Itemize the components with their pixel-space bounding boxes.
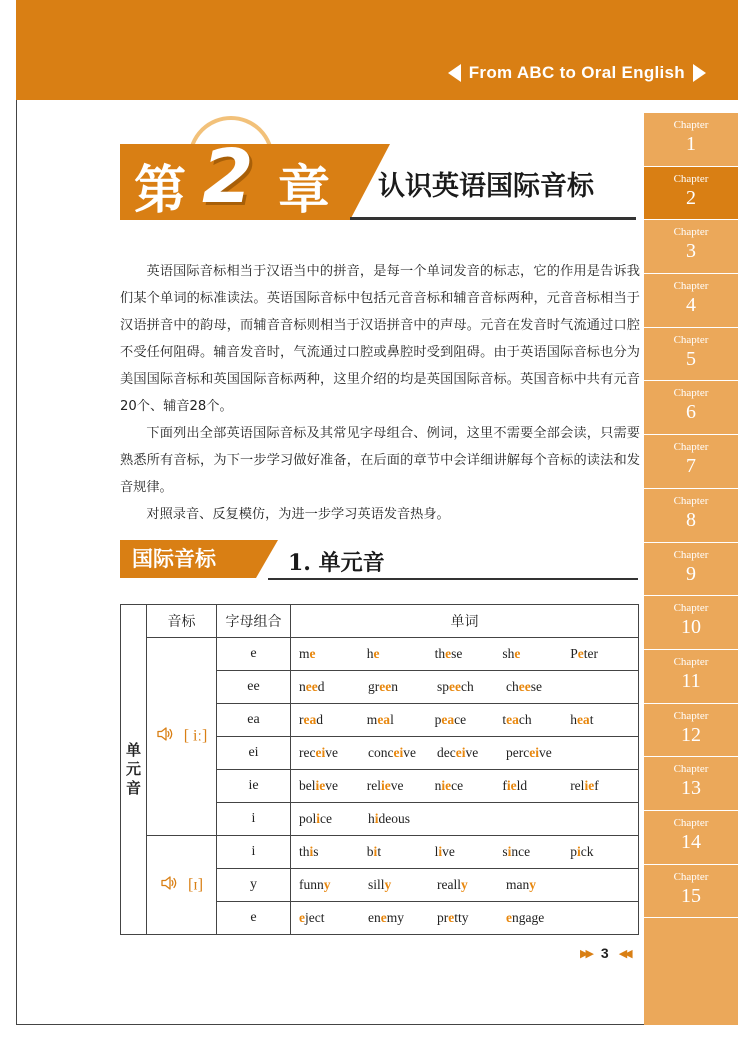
letter-combination: ee xyxy=(217,671,291,704)
chapter-tab-2[interactable] xyxy=(644,167,738,221)
example-word xyxy=(570,778,638,794)
chapter-tab-number: 4 xyxy=(686,294,696,317)
word-part: p xyxy=(434,712,442,727)
chapter-tab-label: Chapter xyxy=(673,709,709,722)
table-row xyxy=(121,638,639,671)
header-letters: 字母组合 xyxy=(217,605,291,638)
word-highlight: ie xyxy=(381,778,391,793)
category-char: 音 xyxy=(125,779,141,797)
section-heading xyxy=(120,540,638,582)
chapter-tab-number: 12 xyxy=(681,723,701,746)
chapter-title-underline xyxy=(350,217,636,220)
example-word xyxy=(368,910,437,926)
example-word xyxy=(368,679,437,695)
word-part: ch xyxy=(461,679,474,694)
chapter-tab-number: 3 xyxy=(686,240,696,263)
example-words-cell xyxy=(291,671,639,704)
word-part: ve xyxy=(325,745,338,760)
example-word xyxy=(502,778,570,794)
word-highlight: ie xyxy=(315,778,326,793)
chapter-tab-number: 8 xyxy=(686,508,696,531)
header-symbol: 音标 xyxy=(147,605,217,638)
word-part: r xyxy=(299,712,304,727)
letter-combination: y xyxy=(217,869,291,902)
word-highlight: i xyxy=(316,811,321,826)
word-part: h xyxy=(368,811,375,826)
example-word xyxy=(299,811,368,827)
word-part: sh xyxy=(502,646,515,661)
word-part: bel xyxy=(299,778,316,793)
speaker-icon[interactable] xyxy=(160,874,178,897)
example-word xyxy=(299,745,368,761)
word-highlight: e xyxy=(445,646,452,661)
example-word xyxy=(367,646,435,662)
word-part: s xyxy=(502,844,508,859)
word-highlight: i xyxy=(576,844,581,859)
example-word xyxy=(502,844,570,860)
letter-combination: i xyxy=(217,836,291,869)
example-words-cell xyxy=(291,704,639,737)
word-part: ce xyxy=(320,811,333,826)
category-char: 元 xyxy=(125,760,141,778)
table-row xyxy=(121,836,639,869)
word-part: l xyxy=(434,844,439,859)
page-number-bar xyxy=(580,945,630,961)
chapter-suffix: 章 xyxy=(278,161,331,221)
example-word xyxy=(435,778,503,794)
page-frame-left xyxy=(16,100,17,1025)
word-highlight: ea xyxy=(441,712,455,727)
phonetic-symbol: [ɪ] xyxy=(187,876,204,893)
word-part: th xyxy=(434,646,446,661)
chapter-tab-label: Chapter xyxy=(673,172,709,185)
word-part: ch xyxy=(506,679,519,694)
word-part: P xyxy=(570,646,578,661)
word-highlight: ee xyxy=(305,679,318,694)
word-part: ch xyxy=(518,712,532,727)
word-part: h xyxy=(366,646,374,661)
chapter-tab-1[interactable] xyxy=(644,113,738,167)
page-number: 3 xyxy=(600,945,609,961)
word-part: ve xyxy=(325,778,338,793)
section-title: 1. 单元音 xyxy=(288,550,385,576)
word-highlight: y xyxy=(384,877,392,892)
section-underline xyxy=(268,578,638,580)
word-part: rel xyxy=(570,778,585,793)
chapter-tab-12[interactable] xyxy=(644,704,738,758)
chapter-tab-number: 2 xyxy=(686,186,696,209)
table-header-row xyxy=(121,605,639,638)
word-part: ve xyxy=(403,745,416,760)
speaker-icon[interactable] xyxy=(156,725,174,748)
example-word xyxy=(367,712,435,728)
word-part: perc xyxy=(506,745,530,760)
word-part: sill xyxy=(368,877,385,892)
chapter-tab-label: Chapter xyxy=(673,816,709,829)
example-word xyxy=(299,877,368,893)
word-part: b xyxy=(366,844,374,859)
chapter-tab-number: 7 xyxy=(686,455,696,478)
section-tag-slant xyxy=(256,540,278,578)
word-part: n xyxy=(299,679,306,694)
word-highlight: ie xyxy=(441,778,452,793)
word-highlight: i xyxy=(507,844,512,859)
word-part: n xyxy=(391,679,398,694)
chapter-prefix: 第 xyxy=(134,161,187,221)
chapter-title: 认识英语国际音标 xyxy=(378,171,594,202)
word-highlight: y xyxy=(323,877,331,892)
word-part: n xyxy=(434,778,442,793)
word-part: pol xyxy=(299,811,317,826)
page-frame-bottom xyxy=(16,1024,644,1025)
chapter-tab-13[interactable] xyxy=(644,757,738,811)
example-words-cell xyxy=(291,770,639,803)
chapter-tab-label: Chapter xyxy=(673,655,709,668)
word-highlight: ee xyxy=(379,679,392,694)
category-char: 单 xyxy=(125,741,141,759)
chapter-tab-label: Chapter xyxy=(673,494,709,507)
chapter-tabs xyxy=(644,113,738,1025)
top-banner xyxy=(16,0,738,100)
example-word xyxy=(506,745,575,761)
chapter-tab-5[interactable] xyxy=(644,328,738,382)
letter-combination: ea xyxy=(217,704,291,737)
chapter-tab-6[interactable] xyxy=(644,381,738,435)
word-part: reall xyxy=(437,877,461,892)
double-arrow-left-icon: ◀◀ xyxy=(618,946,630,960)
word-part: d xyxy=(317,679,325,694)
word-part: dec xyxy=(437,745,456,760)
chapter-tab-label: Chapter xyxy=(673,226,709,239)
example-word xyxy=(368,811,437,827)
chapter-tab-14[interactable] xyxy=(644,811,738,865)
chapter-tab-label: Chapter xyxy=(673,280,709,293)
chapter-tab-15[interactable] xyxy=(644,865,738,919)
intro-paragraph: 英语国际音标相当于汉语当中的拼音，是每一个单词发音的标志，它的作用是告诉我们某个单词的标准读法。英语国际音标中包括元音音标和辅音音标两种，元音音标相当于汉语拼音中的韵母，而辅音音标则相当于汉语拼音中的声母。元音在发音时气流通过口腔不受任何阻碍。辅音发音时，气流通过口腔或鼻腔时受到阻碍。由于英语国际音标也分为美国国际音标和英国国际音标两种，这里介绍的均是英国国际音标。英国音标中共有元音20个、辅音28个。 xyxy=(120,264,640,414)
word-highlight: ie xyxy=(506,778,517,793)
word-highlight: ea xyxy=(576,712,590,727)
word-part: t xyxy=(589,712,594,727)
word-highlight: i xyxy=(438,844,443,859)
example-word xyxy=(437,877,506,893)
example-word xyxy=(502,712,570,728)
word-part: nce xyxy=(511,844,531,859)
word-part: ject xyxy=(305,910,325,925)
letter-combination: e xyxy=(217,902,291,935)
word-part: p xyxy=(570,844,577,859)
word-highlight: ee xyxy=(518,679,531,694)
word-part: se xyxy=(530,679,542,694)
word-highlight: ee xyxy=(449,679,461,694)
chapter-tab-number: 6 xyxy=(686,401,696,424)
phonetic-symbol-cell xyxy=(147,638,217,836)
word-part: man xyxy=(506,877,530,892)
word-highlight: i xyxy=(373,844,378,859)
chapter-tab-10[interactable] xyxy=(644,596,738,650)
chapter-tab-number: 13 xyxy=(681,777,701,800)
example-word xyxy=(502,646,570,662)
word-highlight: e xyxy=(380,910,387,925)
word-highlight: ea xyxy=(506,712,519,727)
word-highlight: e xyxy=(299,910,305,925)
word-part: ngage xyxy=(512,910,545,925)
example-word xyxy=(299,910,368,926)
word-part: tty xyxy=(454,910,469,925)
chapter-tab-number: 10 xyxy=(681,616,701,639)
letter-combination: ie xyxy=(217,770,291,803)
section-tag: 国际音标 xyxy=(120,540,256,578)
double-arrow-right-icon: ▶▶ xyxy=(580,946,591,960)
example-word xyxy=(435,646,503,662)
letter-combination: i xyxy=(217,803,291,836)
word-part: l xyxy=(390,712,394,727)
chapter-tab-number: 1 xyxy=(686,133,696,155)
word-highlight: e xyxy=(373,646,380,661)
word-highlight: ei xyxy=(455,745,466,760)
triangle-right-icon xyxy=(693,64,706,82)
example-word xyxy=(368,745,437,761)
phonetic-symbol: [ iː] xyxy=(183,727,208,745)
example-words-cell xyxy=(291,902,639,935)
example-words-cell xyxy=(291,803,639,836)
example-words-cell xyxy=(291,869,639,902)
chapter-badge xyxy=(120,134,350,221)
word-part: en xyxy=(368,910,381,925)
word-part: gr xyxy=(368,679,380,694)
word-part: th xyxy=(299,844,310,859)
word-highlight: ie xyxy=(584,778,595,793)
chapter-tab-number: 5 xyxy=(686,347,696,370)
word-highlight: i xyxy=(374,811,379,826)
chapter-tab-label: Chapter xyxy=(673,870,709,883)
chapter-tab-number: 14 xyxy=(681,830,701,853)
word-part: deous xyxy=(378,811,411,826)
word-highlight: y xyxy=(460,877,468,892)
intro-paragraph: 对照录音、反复模仿，为进一步学习英语发音热身。 xyxy=(146,507,450,522)
word-highlight: ea xyxy=(377,712,391,727)
header-words: 单词 xyxy=(291,605,639,638)
example-word xyxy=(437,679,506,695)
chapter-tab-label: Chapter xyxy=(673,119,709,131)
chapter-heading xyxy=(120,134,636,221)
example-word xyxy=(299,844,367,860)
word-part: funn xyxy=(299,877,324,892)
word-highlight: e xyxy=(514,646,521,661)
chapter-tab-9[interactable] xyxy=(644,543,738,597)
letter-combination: ei xyxy=(217,737,291,770)
word-part: m xyxy=(299,646,310,661)
example-word xyxy=(570,712,638,728)
chapter-tab-number: 9 xyxy=(686,562,696,585)
word-part: pr xyxy=(437,910,449,925)
example-word xyxy=(506,679,575,695)
word-part: ld xyxy=(516,778,528,793)
chapter-tab-number: 11 xyxy=(681,669,701,692)
example-word xyxy=(299,778,367,794)
word-part: h xyxy=(570,712,577,727)
example-words-cell xyxy=(291,737,639,770)
word-highlight: ea xyxy=(303,712,317,727)
word-part: f xyxy=(502,778,507,793)
word-highlight: e xyxy=(506,910,512,925)
example-word xyxy=(506,877,575,893)
example-word xyxy=(437,745,506,761)
chapter-tab-8[interactable] xyxy=(644,489,738,543)
example-word xyxy=(299,646,367,662)
word-highlight: i xyxy=(309,844,314,859)
word-highlight: ei xyxy=(393,745,404,760)
example-word xyxy=(299,679,368,695)
word-highlight: e xyxy=(309,646,316,661)
word-part: ce xyxy=(451,778,464,793)
example-word xyxy=(437,910,506,926)
chapter-tab-label: Chapter xyxy=(673,441,709,454)
example-word xyxy=(435,712,503,728)
word-highlight: ei xyxy=(529,745,539,760)
word-part: ck xyxy=(580,844,594,859)
example-word xyxy=(367,844,435,860)
word-part: rel xyxy=(366,778,382,793)
example-word xyxy=(299,712,367,728)
word-part: my xyxy=(386,910,405,925)
book-title-bar xyxy=(448,63,706,83)
word-part: conc xyxy=(368,745,394,760)
phonetic-table xyxy=(120,604,639,935)
chapter-tab-label: Chapter xyxy=(673,387,709,400)
word-part: sp xyxy=(437,679,450,694)
example-word xyxy=(435,844,503,860)
word-part: ter xyxy=(583,646,598,661)
intro-text xyxy=(120,258,640,528)
phonetic-symbol-cell xyxy=(147,836,217,935)
chapter-tab-3[interactable] xyxy=(644,220,738,274)
word-part: d xyxy=(316,712,323,727)
example-word xyxy=(368,877,437,893)
chapter-tab-4[interactable] xyxy=(644,274,738,328)
word-highlight: e xyxy=(448,910,455,925)
word-part: t xyxy=(377,844,382,859)
word-part: f xyxy=(594,778,599,793)
word-part: ve xyxy=(390,778,404,793)
chapter-tab-number: 15 xyxy=(681,884,701,907)
chapter-tab-label: Chapter xyxy=(673,333,709,346)
word-highlight: ei xyxy=(315,745,326,760)
word-part: s xyxy=(313,844,319,859)
book-title: From ABC to Oral English xyxy=(468,63,685,82)
chapter-tab-11[interactable] xyxy=(644,650,738,704)
example-word xyxy=(367,778,435,794)
letter-combination: e xyxy=(217,638,291,671)
chapter-tab-7[interactable] xyxy=(644,435,738,489)
example-word xyxy=(570,646,638,662)
example-word xyxy=(570,844,638,860)
chapter-tab-label: Chapter xyxy=(673,548,709,561)
word-part: ce xyxy=(454,712,467,727)
triangle-left-icon xyxy=(448,64,461,82)
word-part: t xyxy=(502,712,507,727)
word-part: m xyxy=(366,712,378,727)
word-highlight: e xyxy=(577,646,584,661)
example-word xyxy=(506,910,575,926)
example-words-cell xyxy=(291,638,639,671)
category-cell xyxy=(121,605,147,935)
word-part: ve xyxy=(538,745,552,760)
example-words-cell xyxy=(291,836,639,869)
chapter-tab-label: Chapter xyxy=(673,763,709,776)
intro-paragraph: 下面列出全部英语国际音标及其常见字母组合、例词，这里不需要全部会读，只需要熟悉所有音标，为下一步学习做好准备，在后面的章节中会详细讲解每个音标的读法和发音规律。 xyxy=(120,426,640,495)
word-highlight: y xyxy=(529,877,536,892)
word-part: ve xyxy=(442,844,455,859)
chapter-number: 2 xyxy=(202,134,254,220)
word-part: se xyxy=(451,646,463,661)
word-part: rec xyxy=(299,745,316,760)
chapter-tab-label: Chapter xyxy=(673,602,709,615)
word-part: ve xyxy=(465,745,479,760)
